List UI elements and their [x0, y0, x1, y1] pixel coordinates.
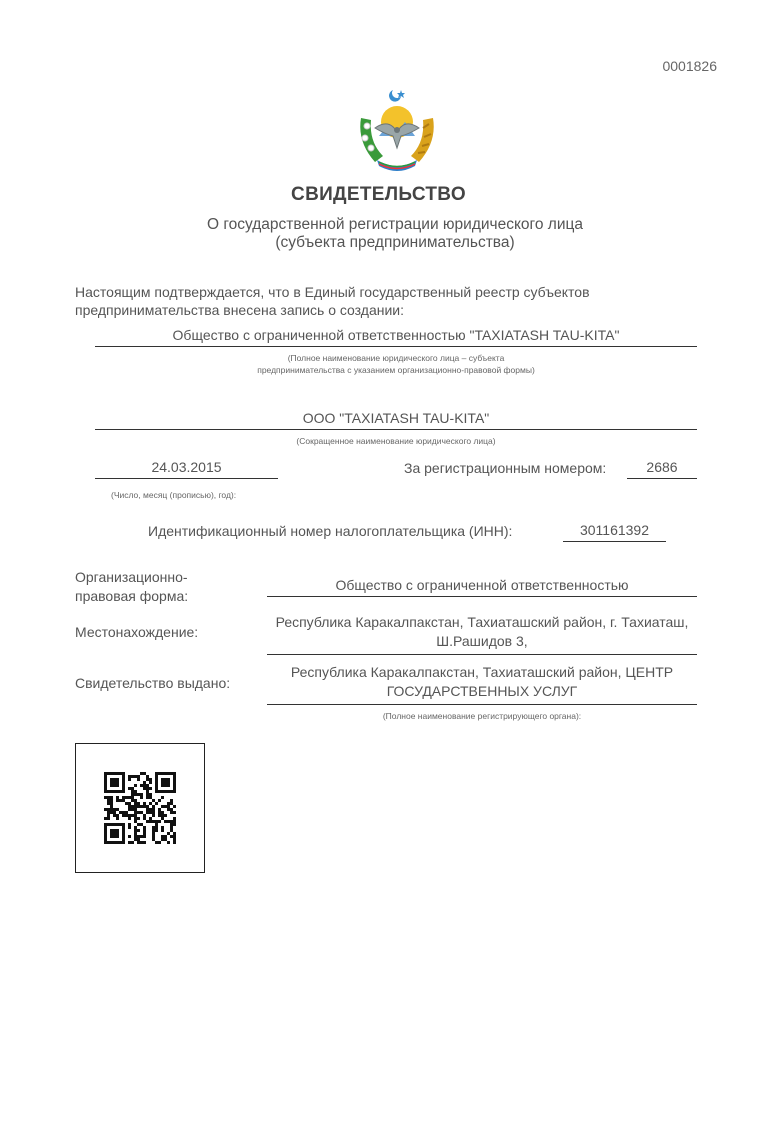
qr-code-icon: [104, 772, 176, 844]
qr-code-box: [75, 743, 205, 873]
registration-date-field: 24.03.2015: [95, 459, 278, 479]
full-name-note-line-2: предпринимательства с указанием организационно-правовой формы): [257, 365, 535, 375]
intro-line-1: Настоящим подтверждается, что в Единый государственный реестр субъектов: [75, 284, 590, 300]
location-line-2: Ш.Рашидов 3,: [436, 633, 528, 649]
inn-label: Идентификационный номер налогоплательщика (ИНН):: [148, 523, 513, 539]
org-form-label: [75, 568, 188, 606]
document-subtitle: [0, 216, 757, 252]
intro-line-2: предпринимательства внесена запись о создании:: [75, 302, 404, 318]
state-emblem-icon: [349, 80, 445, 176]
org-form-field: Общество с ограниченной ответственностью: [267, 577, 697, 597]
subtitle-line-2: (субъекта предпринимательства): [275, 234, 515, 251]
issued-by-note: (Полное наименование регистрирующего органа):: [382, 711, 582, 721]
issued-by-field: [267, 663, 697, 705]
full-name-note-line-1: (Полное наименование юридического лица – субъекта: [287, 353, 505, 363]
issued-by-line-1: Республика Каракалпакстан, Тахиаташский район, ЦЕНТР: [290, 664, 674, 680]
inn-field: 301161392: [563, 522, 666, 542]
issued-by-line-2: ГОСУДАРСТВЕННЫХ УСЛУГ: [386, 683, 578, 699]
date-note: (Число, месяц (прописью), год):: [111, 490, 237, 500]
location-label: Местонахождение:: [75, 624, 199, 640]
location-line-1: Республика Каракалпакстан, Тахиаташский район, г. Тахиаташ,: [275, 614, 689, 630]
intro-text: [75, 283, 635, 319]
issued-by-label: Свидетельство выдано:: [75, 675, 231, 691]
document-title: СВИДЕТЕЛЬСТВО: [291, 184, 466, 205]
subtitle-line-1: О государственной регистрации юридического лица: [206, 216, 583, 233]
reg-number-field: 2686: [627, 459, 697, 479]
certificate-serial-number: 0001826: [662, 58, 717, 74]
full-name-note: [95, 352, 697, 376]
reg-number-label: За регистрационным номером:: [404, 460, 607, 476]
full-name-field: Общество с ограниченной ответственностью "TAXIATASH TAU-KITA": [95, 327, 697, 347]
short-name-note: (Сокращенное наименование юридического лица): [296, 436, 496, 446]
location-field: [267, 613, 697, 655]
short-name-field: ООО "TAXIATASH TAU-KITA": [95, 410, 697, 430]
org-form-label-line-2: правовая форма:: [75, 588, 189, 604]
org-form-label-line-1: Организационно-: [75, 569, 188, 585]
